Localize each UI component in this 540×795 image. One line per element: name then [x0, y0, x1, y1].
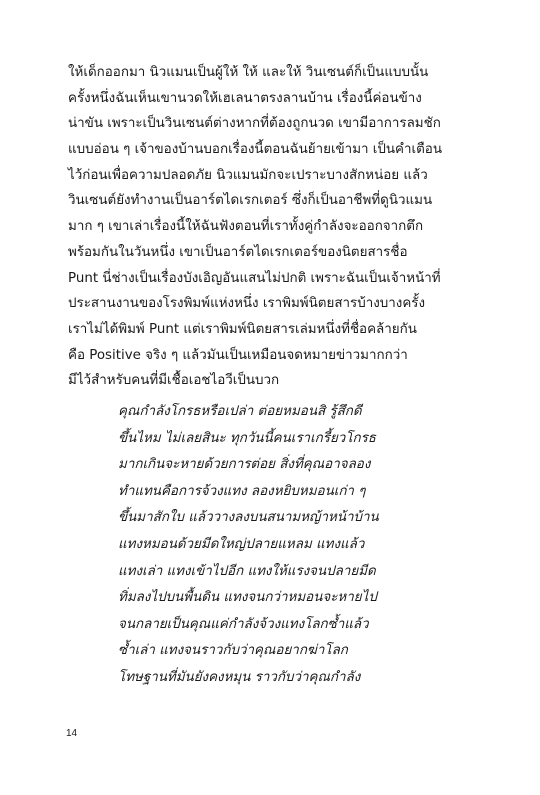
quote-line: แทงเล่า แทงเข้าไปอีก แทงให้แรงจนปลายมีด — [118, 563, 376, 579]
quote-line: โทษฐานที่มันยังคงหมุน ราวกับว่าคุณกำลัง — [118, 669, 361, 685]
quote-line: ซ้ำเล่า แทงจนราวกับว่าคุณอยากฆ่าโลก — [118, 643, 348, 659]
paragraph-line: Punt นี่ช่างเป็นเรื่องบังเอิญอันแสนไม่ปกติ เพราะฉันเป็นเจ้าหน้าที่ — [68, 270, 441, 286]
quote-line: แทงหมอนด้วยมีดใหญ่ปลายแหลม แทงแล้ว — [118, 536, 365, 552]
quote-line: ขึ้นไหม ไม่เลยสินะ ทุกวันนี้คนเราเกรี้ยวโกรธ — [118, 430, 376, 446]
paragraph-line: พร้อมกันในวันหนึ่ง เขาเป็นอาร์ตไดเรกเตอร์ของนิตยสารชื่อ — [68, 244, 408, 260]
paragraph-line: เราไม่ได้พิมพ์ Punt แต่เราพิมพ์นิตยสารเล่มหนึ่งที่ชื่อคล้ายกัน — [68, 321, 417, 337]
paragraph-line: มีไว้สำหรับคนที่มีเชื้อเอชไอวีเป็นบวก — [68, 373, 280, 389]
quote-line: มากเกินจะหายด้วยการต่อย สิ่งที่คุณอาจลอง — [118, 457, 371, 473]
page-number: 14 — [66, 728, 78, 739]
quote-line: ทิ่มลงไปบนพื้นดิน แทงจนกว่าหมอนจะหายไป — [118, 590, 377, 606]
paragraph-line: ให้เด็กออกมา นิวแมนเป็นผู้ให้ ให้ และให้ วินเซนต์ก็เป็นแบบนั้น — [68, 65, 429, 80]
quote-line: จนกลายเป็นคุณแค่กำลังจ้วงแทงโลกซ้ำแล้ว — [118, 616, 369, 632]
paragraph-line: มาก ๆ เขาเล่าเรื่องนี้ให้ฉันฟังตอนที่เราทั้งคู่กำลังจะออกจากตึก — [68, 219, 424, 235]
quote-line: ทำแทนคือการจ้วงแทง ลองหยิบหมอนเก่า ๆ — [118, 483, 366, 499]
paragraph-line: ไว้ก่อนเพื่อความปลอดภัย นิวแมนมักจะเปราะบางสักหน่อย แล้ว — [68, 167, 428, 183]
quote-line: ขึ้นมาสักใบ แล้ววางลงบนสนามหญ้าหน้าบ้าน — [118, 510, 379, 526]
paragraph-line: คือ Positive จริง ๆ แล้วมันเป็นเหมือนจดหมายข่าวมากกว่า — [68, 347, 408, 363]
paragraph-line: ครั้งหนึ่งฉันเห็นเขานวดให้เฮเลนาตรงลานบ้าน เรื่องนี้ค่อนข้าง — [68, 90, 422, 106]
paragraph-line: ประสานงานของโรงพิมพ์แห่งหนึ่ง เราพิมพ์นิตยสารบ้างบางครั้ง — [68, 296, 426, 312]
block-quote — [118, 399, 438, 692]
paragraph-line: น่าขัน เพราะเป็นวินเซนต์ต่างหากที่ต้องถูกนวด เขามีอาการลมชัก — [68, 116, 441, 132]
paragraph-line: แบบอ่อน ๆ เจ้าของบ้านบอกเรื่องนี้ตอนฉันย้ายเข้ามา เป็นคำเตือน — [68, 142, 442, 158]
paragraph-line: วินเซนต์ยังทำงานเป็นอาร์ตไดเรกเตอร์ ซึ่งก็เป็นอาชีพที่ดูนิวแมน — [68, 193, 433, 209]
body-paragraph — [68, 60, 476, 394]
quote-line: คุณกำลังโกรธหรือเปล่า ต่อยหมอนสิ รู้สึกดี — [118, 404, 362, 419]
